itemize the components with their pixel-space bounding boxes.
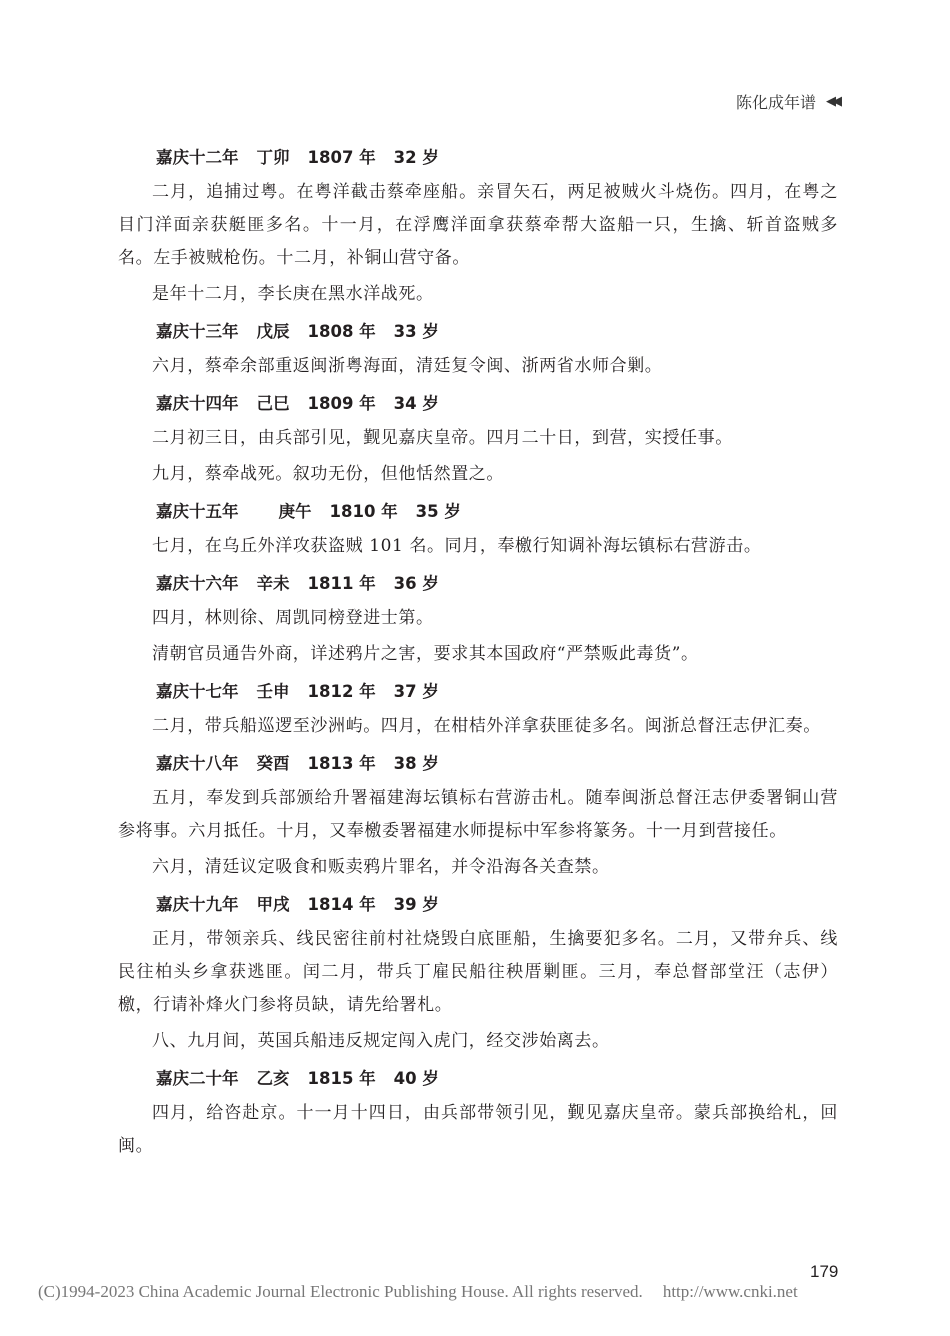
age-label: 34 岁 xyxy=(393,394,439,413)
age-label: 38 岁 xyxy=(393,754,439,773)
site-url: http://www.cnki.net xyxy=(662,1282,798,1301)
year-label: 嘉庆十九年 xyxy=(156,895,239,914)
ganzhi-label: 辛未 xyxy=(256,574,290,593)
ganzhi-label: 丁卯 xyxy=(256,148,290,167)
age-label: 35 岁 xyxy=(415,502,461,521)
year-heading xyxy=(156,887,838,923)
entry-paragraph: 四月，给咨赴京。十一月十四日，由兵部带领引见，觐见嘉庆皇帝。蒙兵部换给札，回闽。 xyxy=(118,1103,838,1156)
page-number: 179 xyxy=(810,1262,839,1281)
year-heading xyxy=(156,494,838,530)
year-heading xyxy=(156,314,838,350)
year-heading xyxy=(156,746,838,782)
double-left-triangle-icon: ◀◀ xyxy=(826,94,838,109)
ganzhi-label: 己巳 xyxy=(256,394,290,413)
entry-paragraph: 二月，追捕过粤。在粤洋截击蔡牵座船。亲冒矢石，两足被贼火斗烧伤。四月，在粤之目门洋面亲获艇匪多名。十一月，在浮鹰洋面拿获蔡牵帮大盗船一只，生擒、斩首盗贼多名。左手被贼枪伤。十二月，补铜山营守备。 xyxy=(118,182,838,268)
year-label: 嘉庆十八年 xyxy=(156,754,239,773)
age-label: 40 岁 xyxy=(393,1069,439,1088)
entry-paragraph: 八、九月间，英国兵船违反规定闯入虎门，经交涉始离去。 xyxy=(152,1031,610,1051)
ad-year-label: 1808 年 xyxy=(307,322,376,341)
year-heading xyxy=(156,386,838,422)
ganzhi-label: 戊辰 xyxy=(256,322,290,341)
year-heading xyxy=(156,140,838,176)
entry-paragraph: 清朝官员通告外商，详述鸦片之害，要求其本国政府“严禁贩此毒货”。 xyxy=(152,644,699,664)
ganzhi-label: 甲戌 xyxy=(256,895,290,914)
year-label: 嘉庆十三年 xyxy=(156,322,239,341)
year-label: 嘉庆十二年 xyxy=(156,148,239,167)
age-label: 36 岁 xyxy=(393,574,439,593)
entry-paragraph: 六月，清廷议定吸食和贩卖鸦片罪名，并令沿海各关查禁。 xyxy=(152,857,610,877)
ad-year-label: 1812 年 xyxy=(307,682,376,701)
copyright-text: (C)1994-2023 China Academic Journal Electronic Publishing House. All rights reserved. xyxy=(38,1282,643,1301)
header-title: 陈化成年谱 xyxy=(735,93,816,112)
ad-year-label: 1811 年 xyxy=(307,574,376,593)
entry-paragraph: 六月，蔡牵余部重返闽浙粤海面，清廷复令闽、浙两省水师合剿。 xyxy=(152,356,663,376)
ad-year-label: 1813 年 xyxy=(307,754,376,773)
ad-year-label: 1810 年 xyxy=(329,502,398,521)
entry-paragraph: 九月，蔡牵战死。叙功无份，但他恬然置之。 xyxy=(152,464,504,484)
year-label: 嘉庆十四年 xyxy=(156,394,239,413)
ad-year-label: 1815 年 xyxy=(307,1069,376,1088)
year-heading xyxy=(156,566,838,602)
year-heading xyxy=(156,1061,838,1097)
ad-year-label: 1809 年 xyxy=(307,394,376,413)
entry-paragraph: 二月，带兵船巡逻至沙洲屿。四月，在柑桔外洋拿获匪徒多名。闽浙总督汪志伊汇奏。 xyxy=(152,716,821,736)
ad-year-label: 1814 年 xyxy=(307,895,376,914)
age-label: 37 岁 xyxy=(393,682,439,701)
year-label: 嘉庆十六年 xyxy=(156,574,239,593)
chronology-body xyxy=(118,140,838,1166)
ganzhi-label: 癸酉 xyxy=(256,754,290,773)
ganzhi-label: 庚午 xyxy=(278,502,312,521)
age-label: 39 岁 xyxy=(393,895,439,914)
entry-paragraph: 是年十二月，李长庚在黑水洋战死。 xyxy=(152,284,434,304)
entry-paragraph: 正月，带领亲兵、线民密往前村社烧毁白底匪船，生擒要犯多名。二月，又带弁兵、线民往柏头乡拿获逃匪。闰二月，带兵丁雇民船往秧厝剿匪。三月，奉总督部堂汪（志伊）檄，行请补烽火门参将员缺，请先给署札。 xyxy=(118,929,838,1015)
copyright-footer xyxy=(38,1282,798,1302)
age-label: 32 岁 xyxy=(393,148,439,167)
year-label: 嘉庆十五年 xyxy=(156,502,239,521)
year-heading xyxy=(156,674,838,710)
ganzhi-label: 乙亥 xyxy=(256,1069,290,1088)
ad-year-label: 1807 年 xyxy=(307,148,376,167)
entry-paragraph: 二月初三日，由兵部引见，觐见嘉庆皇帝。四月二十日，到营，实授任事。 xyxy=(152,428,733,448)
ganzhi-label: 壬申 xyxy=(256,682,290,701)
entry-paragraph: 七月，在乌丘外洋攻获盗贼 101 名。同月，奉檄行知调补海坛镇标右营游击。 xyxy=(152,536,762,556)
age-label: 33 岁 xyxy=(393,322,439,341)
year-label: 嘉庆二十年 xyxy=(156,1069,239,1088)
entry-paragraph: 四月，林则徐、周凯同榜登进士第。 xyxy=(152,608,434,628)
running-header xyxy=(736,90,838,113)
year-label: 嘉庆十七年 xyxy=(156,682,239,701)
entry-paragraph: 五月，奉发到兵部颁给升署福建海坛镇标右营游击札。随奉闽浙总督汪志伊委署铜山营参将事。六月抵任。十月，又奉檄委署福建水师提标中军参将篆务。十一月到营接任。 xyxy=(118,788,838,841)
